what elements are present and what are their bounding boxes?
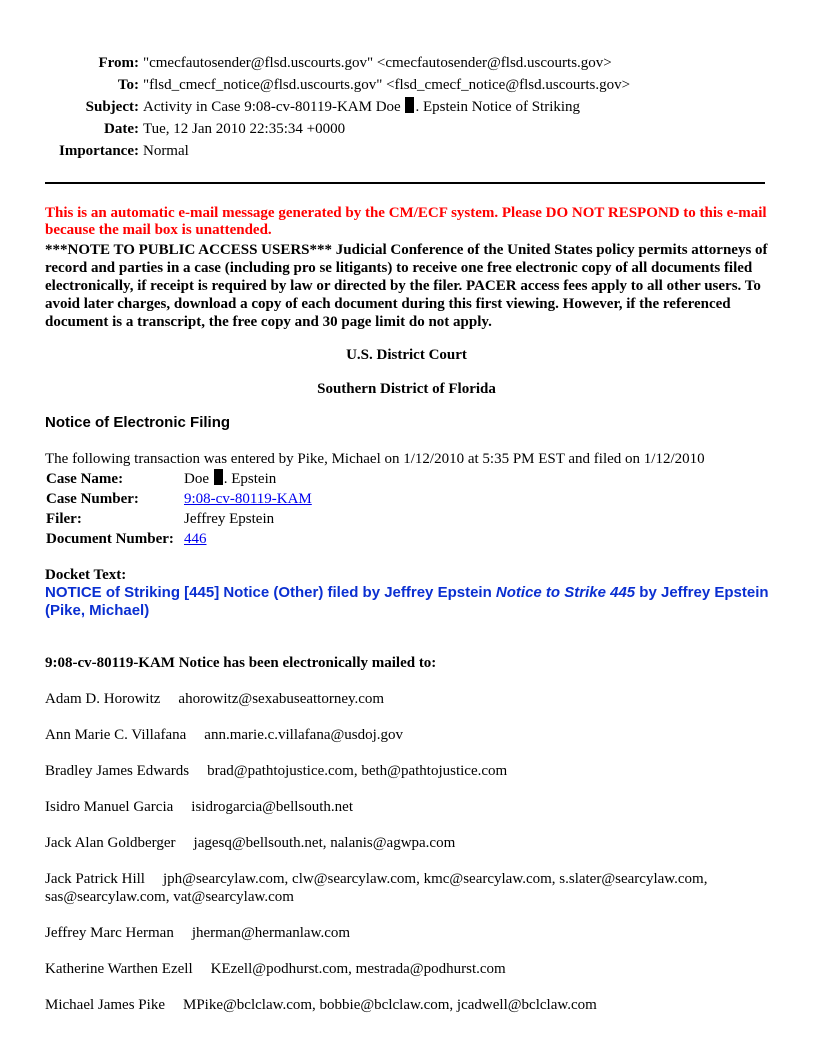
subject-post: . Epstein Notice of Striking [415,99,581,115]
public-access-note: ***NOTE TO PUBLIC ACCESS USERS*** Judicial Conference of the United States policy permits attorneys of record and parties in a case (including pro se litigants) to receive one free electronic copy of all documents filed electronically, if receipt is required by law or directed by the filer. PACER access fees apply to all other users. To avoid later charges, download a copy of each document during this first viewing. However, if the referenced document is a transcript, the free copy and 30 page limit do not apply. [45,242,768,330]
auto-message-warning: This is an automatic e-mail message generated by the CM/ECF system. Please DO NOT RESPOND to this e-mail because the mail box is unattended. [45,205,767,238]
date-value: Tue, 12 Jan 2010 22:35:34 +0000 [142,121,346,137]
recipient-emails: jherman@hermanlaw.com [191,925,351,941]
subject-value [141,96,632,118]
case-name-post: . Epstein [223,471,277,487]
case-name-pre: Doe [184,471,209,487]
nef-title: Notice of Electronic Filing [45,414,231,431]
recipient-name: Bradley James Edwards [45,763,190,779]
document-number-link[interactable]: 446 [184,531,207,547]
subject-label: Subject: [85,99,139,115]
recipient-item [45,960,775,978]
recipient-item [45,726,775,744]
subject-pre: Activity in Case 9:08-cv-80119-KAM Doe [142,99,401,115]
docket-text-italic: Notice to Strike 445 [495,584,636,601]
case-info-table [45,469,313,549]
recipient-item [45,834,775,852]
recipient-emails: brad@pathtojustice.com, beth@pathtojustice.com [207,763,508,779]
recipient-name: Ann Marie C. Villafana [45,727,187,743]
recipient-emails: ann.marie.c.villafana@usdoj.gov [204,727,404,743]
recipient-emails: isidrogarcia@bellsouth.net [191,799,353,815]
from-label: From: [98,55,139,71]
recipient-item [45,690,775,708]
recipient-list [45,690,775,1032]
recipient-item [45,924,775,942]
recipient-item [45,996,775,1014]
importance-label: Importance: [59,143,139,159]
redaction-mark [214,469,223,485]
court-name: U.S. District Court [346,347,467,363]
filer-label: Filer: [46,511,82,527]
redaction-mark [405,97,414,113]
docket-text-b: by Jeffrey Epstein (Pike, Michael) [45,584,769,619]
case-name-label: Case Name: [46,471,124,487]
recipient-item [45,870,775,906]
header-divider [45,182,765,184]
court-district: Southern District of Florida [317,381,496,397]
recipient-emails: jph@searcylaw.com, clw@searcylaw.com, kmc@searcylaw.com, s.slater@searcylaw.com, sas@searcylaw.com, vat@searcylaw.com [45,871,708,905]
recipient-name: Isidro Manuel Garcia [45,799,174,815]
case-name-value [183,469,313,489]
case-number-label: Case Number: [46,491,139,507]
to-label: To: [117,77,139,93]
recipient-name: Michael James Pike [45,997,165,1013]
from-value: "cmecfautosender@flsd.uscourts.gov" <cmecfautosender@flsd.uscourts.gov> [142,55,612,71]
date-label: Date: [104,121,139,137]
recipient-emails: KEzell@podhurst.com, mestrada@podhurst.com [210,961,506,977]
mailed-to-heading: 9:08-cv-80119-KAM Notice has been electronically mailed to: [45,655,437,671]
recipient-name: Katherine Warthen Ezell [45,961,193,977]
docket-text-label: Docket Text: [45,567,127,583]
recipient-item [45,762,775,780]
email-header [57,52,632,162]
recipient-name: Jack Alan Goldberger [45,835,176,851]
importance-value: Normal [142,143,189,159]
recipient-emails: MPike@bclclaw.com, bobbie@bclclaw.com, jcadwell@bclclaw.com [182,997,597,1013]
to-value: "flsd_cmecf_notice@flsd.uscourts.gov" <flsd_cmecf_notice@flsd.uscourts.gov> [142,77,631,93]
document-number-label: Document Number: [46,531,174,547]
filer-value: Jeffrey Epstein [184,511,275,527]
recipient-name: Jack Patrick Hill [45,871,145,887]
docket-text [45,584,775,620]
docket-text-a: NOTICE of Striking [445] Notice (Other) filed by Jeffrey Epstein [45,584,496,601]
case-number-link[interactable]: 9:08-cv-80119-KAM [184,491,312,507]
transaction-line: The following transaction was entered by Pike, Michael on 1/12/2010 at 5:35 PM EST and filed on 1/12/2010 [45,451,705,467]
recipient-name: Adam D. Horowitz [45,691,161,707]
recipient-emails: ahorowitz@sexabuseattorney.com [178,691,385,707]
recipient-item [45,798,775,816]
recipient-emails: jagesq@bellsouth.net, nalanis@agwpa.com [193,835,456,851]
recipient-name: Jeffrey Marc Herman [45,925,174,941]
